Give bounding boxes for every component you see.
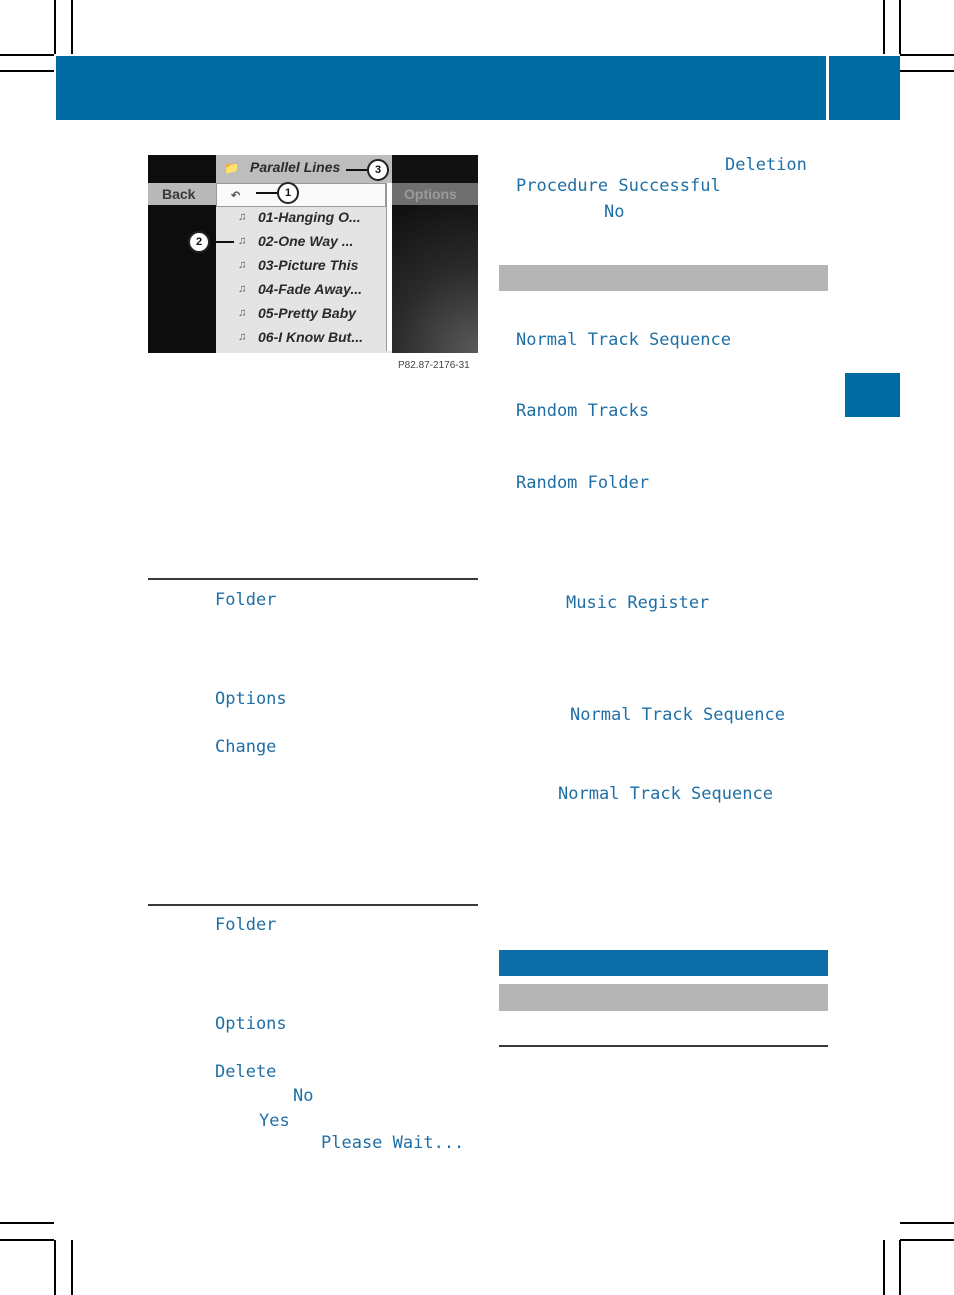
menu-please-wait: Please Wait...	[321, 1133, 465, 1153]
subsection-bar	[499, 265, 828, 291]
back-button[interactable]: Back	[148, 183, 216, 205]
section-divider	[148, 904, 478, 906]
section-divider	[499, 1045, 828, 1047]
menu-delete: Delete	[215, 1062, 277, 1082]
section-divider	[148, 578, 478, 580]
crop-mark	[0, 54, 54, 56]
music-note-icon: ♫	[238, 283, 247, 295]
track-row[interactable]	[216, 325, 386, 349]
folder-up-icon: ↶	[231, 190, 241, 202]
track-row[interactable]	[216, 253, 386, 277]
section-heading-bar	[499, 950, 828, 976]
track-title: 06-I Know But...	[258, 329, 363, 345]
folder-up-row[interactable]	[216, 183, 386, 207]
track-row[interactable]	[216, 205, 386, 229]
display-screenshot	[148, 155, 478, 353]
crop-mark	[71, 0, 73, 54]
page-header-tab	[829, 56, 900, 120]
track-title: 04-Fade Away...	[258, 281, 363, 297]
crop-mark	[0, 1239, 54, 1241]
crop-mark	[899, 0, 901, 54]
menu-procedure-successful: Procedure Successful	[516, 176, 721, 196]
crop-mark	[54, 1240, 56, 1295]
menu-options: Options	[215, 1014, 287, 1034]
crop-mark	[883, 1240, 885, 1295]
menu-options: Options	[215, 689, 287, 709]
crop-mark	[0, 1222, 54, 1224]
crop-mark	[899, 1240, 901, 1295]
menu-change: Change	[215, 737, 277, 757]
chapter-thumb-tab	[845, 373, 900, 417]
crop-mark	[71, 1240, 73, 1295]
menu-music-register: Music Register	[566, 593, 710, 613]
track-title: 02-One Way ...	[258, 233, 354, 249]
menu-no: No	[293, 1086, 314, 1106]
crop-mark	[883, 0, 885, 54]
crop-mark	[54, 0, 56, 54]
image-id: P82.87-2176-31	[398, 360, 470, 371]
music-note-icon: ♫	[238, 235, 247, 247]
callout-3: 3	[367, 159, 389, 181]
crop-mark	[900, 1222, 954, 1224]
menu-normal-track-sequence: Normal Track Sequence	[516, 330, 731, 350]
crop-mark	[0, 70, 54, 72]
crop-mark	[900, 70, 954, 72]
menu-deletion: Deletion	[725, 155, 807, 175]
track-row[interactable]	[216, 301, 386, 325]
menu-normal-track-sequence: Normal Track Sequence	[558, 784, 773, 804]
track-title: 01-Hanging O...	[258, 209, 361, 225]
music-note-icon: ♫	[238, 307, 247, 319]
music-note-icon: ♫	[238, 331, 247, 343]
scrollbar[interactable]	[386, 183, 392, 351]
callout-line	[256, 192, 278, 194]
crop-mark	[900, 1239, 954, 1241]
menu-normal-track-sequence: Normal Track Sequence	[570, 705, 785, 725]
track-row[interactable]	[216, 229, 386, 253]
music-note-icon: ♫	[238, 211, 247, 223]
menu-random-tracks: Random Tracks	[516, 401, 650, 421]
menu-folder: Folder	[215, 590, 277, 610]
callout-line	[346, 169, 368, 171]
track-row[interactable]	[216, 277, 386, 301]
menu-folder: Folder	[215, 915, 277, 935]
track-title: 05-Pretty Baby	[258, 305, 357, 321]
track-title: 03-Picture This	[258, 257, 359, 273]
menu-no: No	[604, 202, 625, 222]
page-header-bar	[56, 56, 826, 120]
track-list	[216, 155, 392, 353]
folder-title: Parallel Lines	[250, 159, 341, 175]
menu-yes: Yes	[259, 1111, 290, 1131]
callout-line	[212, 241, 234, 243]
folder-icon: 📁	[224, 161, 239, 175]
menu-random-folder: Random Folder	[516, 473, 650, 493]
subsection-bar	[499, 984, 828, 1011]
crop-mark	[900, 54, 954, 56]
callout-2: 2	[188, 231, 210, 253]
music-note-icon: ♫	[238, 259, 247, 271]
options-button[interactable]: Options	[392, 183, 478, 205]
callout-1: 1	[277, 182, 299, 204]
